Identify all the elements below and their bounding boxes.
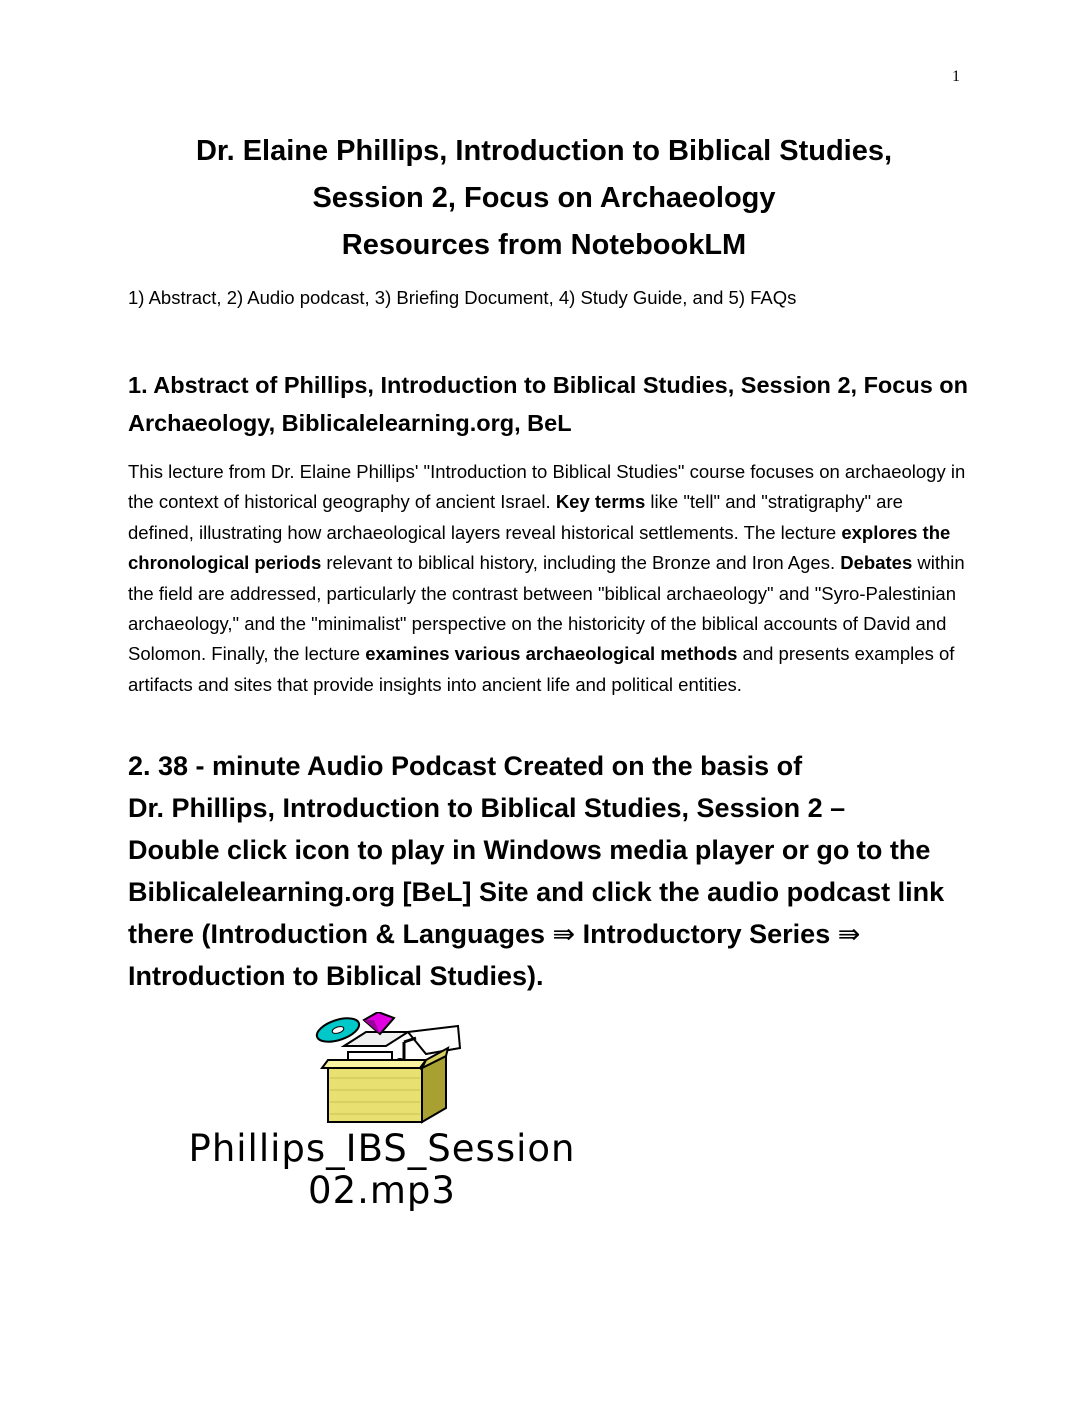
abstract-text-2: like "tell" and "stratigraphy" are defined, illustrating how archaeological layers reveal historical settlements. The lecture bbox=[128, 491, 903, 543]
arrow-icon: ⇛ bbox=[552, 919, 576, 949]
abstract-bold-chronological: explores the chronological periods bbox=[128, 521, 951, 574]
podcast-heading bbox=[128, 745, 968, 997]
page-number: 1 bbox=[952, 68, 960, 85]
abstract-bold-debates: Debates bbox=[840, 552, 913, 574]
title-line-2: Session 2, Focus on Archaeology bbox=[312, 182, 776, 214]
title-line-3: Resources from NotebookLM bbox=[341, 229, 747, 261]
abstract-text-3: relevant to biblical history, including the Bronze and Iron Ages. bbox=[321, 552, 841, 574]
podcast-file-link[interactable] bbox=[128, 1128, 636, 1212]
media-package-icon[interactable] bbox=[308, 1012, 464, 1124]
abstract-text-5: and presents examples of artifacts and sites that provide insights into ancient life and political entities. bbox=[128, 643, 955, 695]
abstract-bold-methods: examines various archaeological methods bbox=[365, 643, 738, 665]
podcast-filename-line-1: Phillips_IBS_Session bbox=[188, 1127, 576, 1170]
podcast-heading-line-2: Dr. Phillips, Introduction to Biblical Studies, Session 2 – bbox=[128, 793, 846, 823]
document-title bbox=[128, 128, 960, 269]
abstract-text-1: This lecture from Dr. Elaine Phillips' "Introduction to Biblical Studies" course focuses on archaeology in the context of historical geography of ancient Israel. bbox=[128, 461, 966, 513]
podcast-heading-line-5: Introduction to Biblical Studies). bbox=[128, 961, 544, 991]
title-line-1: Dr. Elaine Phillips, Introduction to Biblical Studies, bbox=[195, 135, 893, 167]
abstract-heading: 1. Abstract of Phillips, Introduction to Biblical Studies, Session 2, Focus on Archaeology, Biblicalelearning.org, BeL bbox=[128, 372, 969, 436]
podcast-heading-line-3: Double click icon to play in Windows media player or go to the Biblicalelearning.org [BeL] Site and click the audio podcast link there (Introduction & Languages bbox=[128, 835, 945, 949]
abstract-text-4: within the field are addressed, particularly the contrast between "biblical archaeology" and "Syro-Palestinian archaeology," and the "minimalist" perspective on the historicity of the biblical accounts of David and Solomon. Finally, the lecture bbox=[128, 552, 965, 665]
podcast-heading-line-1: 2. 38 - minute Audio Podcast Created on the basis of bbox=[128, 751, 803, 781]
contents-line: 1) Abstract, 2) Audio podcast, 3) Briefing Document, 4) Study Guide, and 5) FAQs bbox=[128, 287, 797, 308]
abstract-bold-key-terms: Key terms bbox=[555, 491, 646, 513]
podcast-filename-line-2: 02.mp3 bbox=[308, 1169, 456, 1212]
abstract-paragraph bbox=[128, 457, 968, 700]
podcast-heading-line-4: Introductory Series bbox=[575, 919, 838, 949]
arrow-icon: ⇛ bbox=[837, 919, 861, 949]
